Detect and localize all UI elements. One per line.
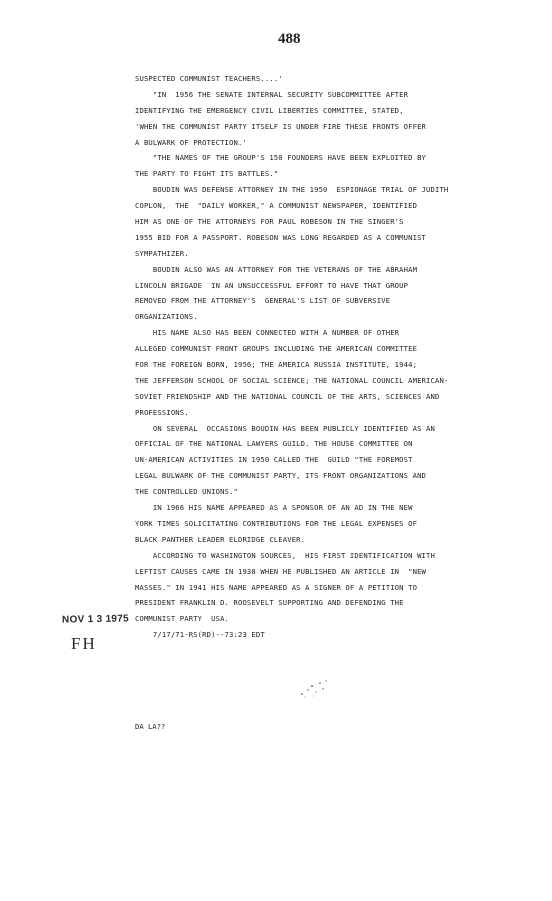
text-line: HIM AS ONE OF THE ATTORNEYS FOR PAUL ROBESON IN THE SINGER'S [135,217,404,227]
text-line: LEGAL BULWARK OF THE COMMUNIST PARTY, ITS FRONT ORGANIZATIONS AND [135,471,427,481]
text-line: "THE NAMES OF THE GROUP'S 150 FOUNDERS HAVE BEEN EXPLOITED BY [135,153,427,163]
teletype-body-text [135,71,475,643]
text-line: 1955 BID FOR A PASSPORT. ROBESON WAS LONG REGARDED AS A COMMUNIST [135,232,427,242]
text-line: OFFICIAL OF THE NATIONAL LAWYERS GUILD. THE HOUSE COMMITTEE ON [135,439,413,449]
text-line: PRESIDENT FRANKLIN D. ROOSEVELT SUPPORTING AND DEFENDING THE [135,598,404,608]
text-line: BLACK PANTHER LEADER ELDRIDGE CLEAVER. [135,534,306,544]
text-line: THE PARTY TO FIGHT ITS BATTLES." [135,169,279,179]
text-line: FOR THE FOREIGN BORN, 1956; THE AMERICA RUSSIA INSTITUTE, 1944; [135,360,418,370]
text-line: COMMUNIST PARTY USA. [135,614,230,624]
received-date-stamp: NOV 1 3 1975 [61,613,130,626]
text-line: SOVIET FRIENDSHIP AND THE NATIONAL COUNCIL OF THE ARTS, SCIENCES AND [135,391,440,401]
text-line: LINCOLN BRIGADE IN AN UNSUCCESSFUL EFFORT TO HAVE THAT GROUP [135,280,409,290]
scan-speckle-mark [296,678,330,700]
handwritten-initials: FH [71,634,97,653]
text-line: HIS NAME ALSO HAS BEEN CONNECTED WITH A NUMBER OF OTHER [135,328,400,338]
text-line: ORGANIZATIONS. [135,312,198,322]
text-line: ON SEVERAL OCCASIONS BOUDIN HAS BEEN PUBLICLY IDENTIFIED AS AN [135,423,435,433]
text-line: ACCORDING TO WASHINGTON SOURCES, HIS FIRST IDENTIFICATION WITH [135,550,435,560]
text-line: THE JEFFERSON SCHOOL OF SOCIAL SCIENCE; THE NATIONAL COUNCIL AMERICAN- [135,375,449,385]
text-line: "IN 1956 THE SENATE INTERNAL SECURITY SUBCOMMITTEE AFTER [135,89,409,99]
text-line: IN 1966 HIS NAME APPEARED AS A SPONSOR OF AN AD IN THE NEW [135,503,413,513]
text-line: UN-AMERICAN ACTIVITIES IN 1950 CALLED THE GUILD "THE FOREMOST [135,455,413,465]
text-line: MASSES." IN 1941 HIS NAME APPEARED AS A SIGNER OF A PETITION TO [135,582,418,592]
footer-slug-line: DA LA?? [135,722,166,731]
text-line: THE CONTROLLED UNIONS." [135,487,238,497]
text-line: BOUDIN WAS DEFENSE ATTORNEY IN THE 1950 ESPIONAGE TRIAL OF JUDITH [135,185,449,195]
text-line: 7/17/71-RS(RD)--73:23 EDT [135,630,265,640]
text-line: BOUDIN ALSO WAS AN ATTORNEY FOR THE VETERANS OF THE ABRAHAM [135,264,418,274]
text-line: SYMPATHIZER. [135,248,189,258]
text-line: ALLEGED COMMUNIST FRONT GROUPS INCLUDING THE AMERICAN COMMITTEE [135,344,418,354]
text-line: COPLON, THE "DAILY WORKER," A COMMUNIST NEWSPAPER, IDENTIFIED [135,201,418,211]
text-line: 'WHEN THE COMMUNIST PARTY ITSELF IS UNDER FIRE THESE FRONTS OFFER [135,121,427,131]
text-line: LEFTIST CAUSES CAME IN 1938 WHEN HE PUBLISHED AN ARTICLE IN "NEW [135,566,427,576]
text-line: PROFESSIONS. [135,407,189,417]
text-line: YORK TIMES SOLICITATING CONTRIBUTIONS FOR THE LEGAL EXPENSES OF [135,518,418,528]
text-line: A BULWARK OF PROTECTION.' [135,137,247,147]
text-line: SUSPECTED COMMUNIST TEACHERS....' [135,74,283,83]
text-line: REMOVED FROM THE ATTORNEY'S GENERAL'S LIST OF SUBVERSIVE [135,296,391,306]
text-line: IDENTIFYING THE EMERGENCY CIVIL LIBERTIES COMMITTEE, STATED, [135,105,404,115]
page-number: 488 [278,31,301,47]
